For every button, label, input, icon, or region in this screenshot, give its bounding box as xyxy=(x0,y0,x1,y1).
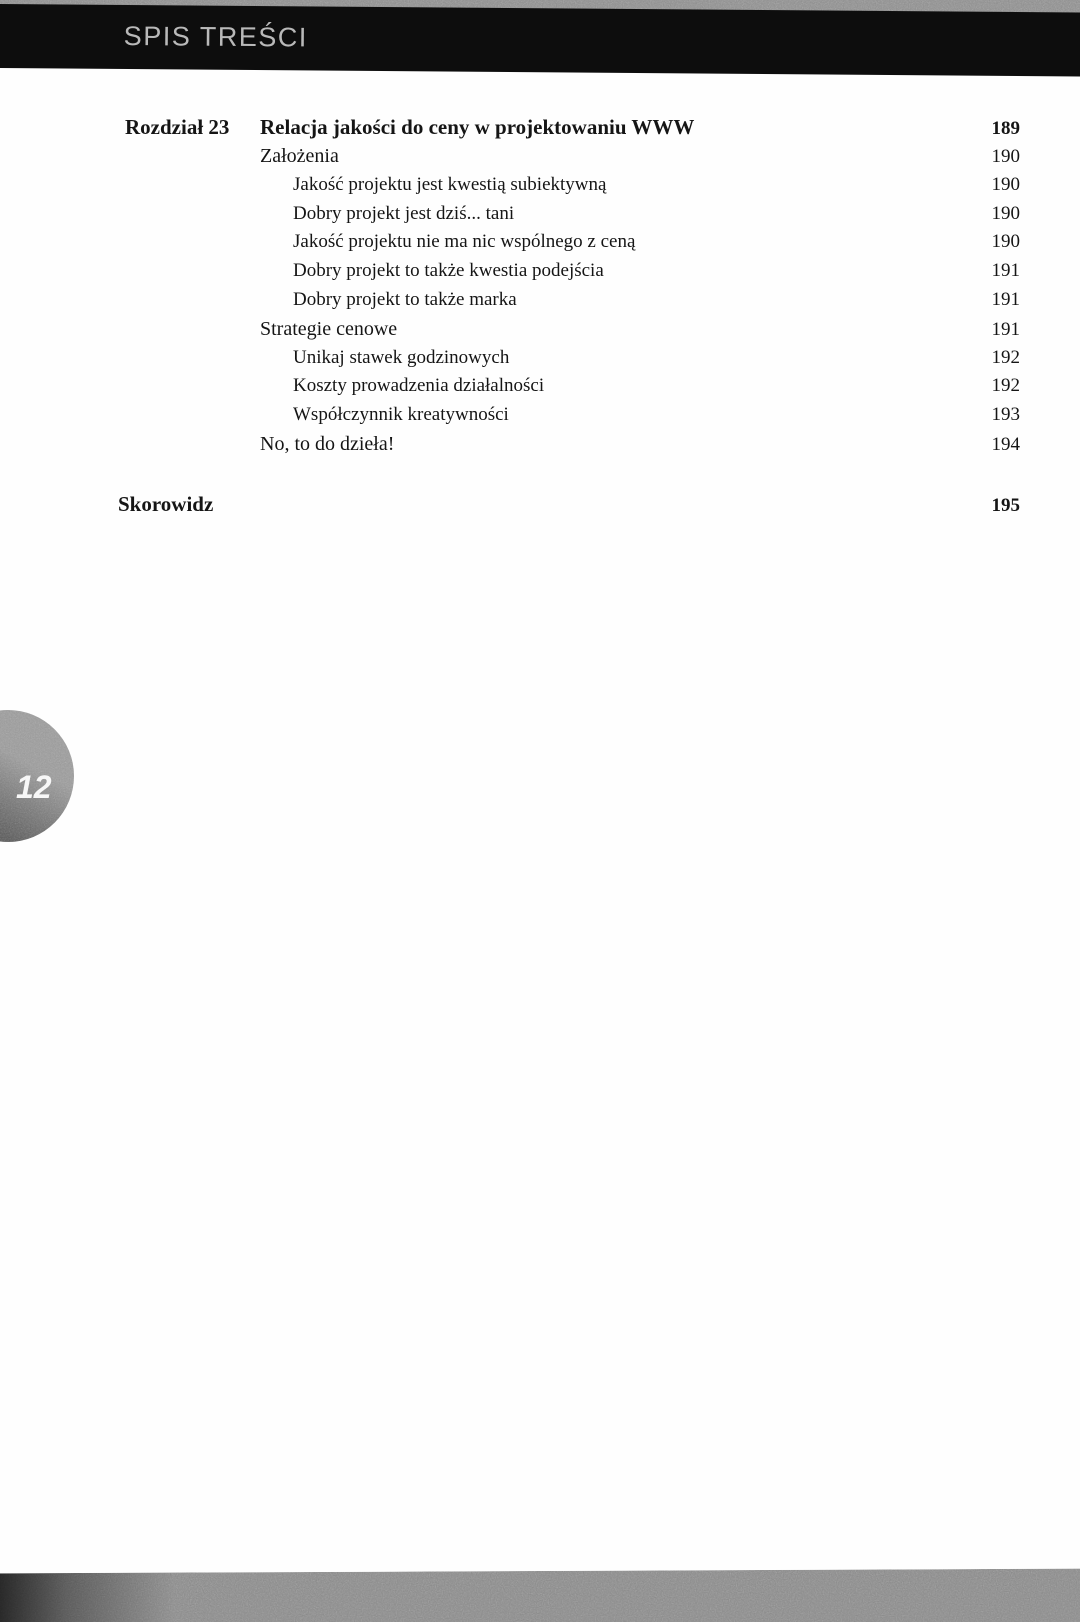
toc-entry xyxy=(0,401,1080,430)
toc-entry xyxy=(0,372,1080,401)
toc-entry-page: 193 xyxy=(991,404,1020,426)
toc-entry-text: No, to do dzieła! xyxy=(260,432,395,455)
toc-entry-page: 190 xyxy=(991,202,1020,224)
toc-entry xyxy=(0,257,1080,286)
toc-entry-text: Założenia xyxy=(260,145,339,167)
toc-entry-page: 190 xyxy=(991,231,1020,253)
toc-entry xyxy=(0,200,1080,229)
page-number-text: 12 xyxy=(16,769,52,805)
toc-entry-text: Strategie cenowe xyxy=(260,317,398,340)
toc-entry-page: 191 xyxy=(991,288,1020,310)
page-number-badge xyxy=(0,706,78,846)
toc-entry xyxy=(0,228,1080,257)
toc-entry-text: Dobry projekt to także kwestia podejścia xyxy=(293,260,604,282)
toc-entry-page: 191 xyxy=(991,318,1020,340)
chapter-number-label: Rozdział 23 xyxy=(125,115,230,139)
index-label: Skorowidz xyxy=(118,491,214,516)
toc-entry xyxy=(0,315,1080,344)
toc-chapter-row xyxy=(0,112,1080,142)
toc-entry xyxy=(0,142,1080,171)
toc-entry-text: Koszty prowadzenia działalności xyxy=(293,375,545,397)
toc-entry-list xyxy=(0,142,1080,459)
toc-entry-page: 192 xyxy=(991,375,1020,397)
toc-entry xyxy=(0,286,1080,315)
page-title: SPIS TREŚCI xyxy=(123,21,308,53)
chapter-title: Relacja jakości do ceny w projektowaniu WWW xyxy=(260,115,695,139)
toc-entry xyxy=(0,430,1080,459)
toc-entry-page: 190 xyxy=(991,146,1020,167)
index-page-number: 195 xyxy=(991,494,1020,516)
toc-entry xyxy=(0,344,1080,373)
toc-index-row xyxy=(0,489,1080,519)
toc-entry xyxy=(0,171,1080,200)
toc-entry-text: Dobry projekt to także marka xyxy=(293,288,517,310)
toc-entry-page: 191 xyxy=(991,260,1020,282)
page-bottom-texture xyxy=(0,1569,1080,1622)
toc-entry-text: Jakość projektu jest kwestią subiektywną xyxy=(293,173,607,195)
toc-entry-page: 190 xyxy=(991,173,1020,195)
toc-entry-text: Jakość projektu nie ma nic wspólnego z ceną xyxy=(293,231,636,253)
toc-entry-page: 194 xyxy=(991,433,1020,455)
header-bar xyxy=(0,4,1080,77)
toc-entry-text: Dobry projekt jest dziś... tani xyxy=(293,202,515,224)
toc-entry-text: Unikaj stawek godzinowych xyxy=(293,346,510,368)
toc-entry-page: 192 xyxy=(991,346,1020,368)
toc-entry-text: Współczynnik kreatywności xyxy=(293,404,509,426)
toc-content xyxy=(0,112,1080,519)
chapter-page-number: 189 xyxy=(991,118,1020,139)
